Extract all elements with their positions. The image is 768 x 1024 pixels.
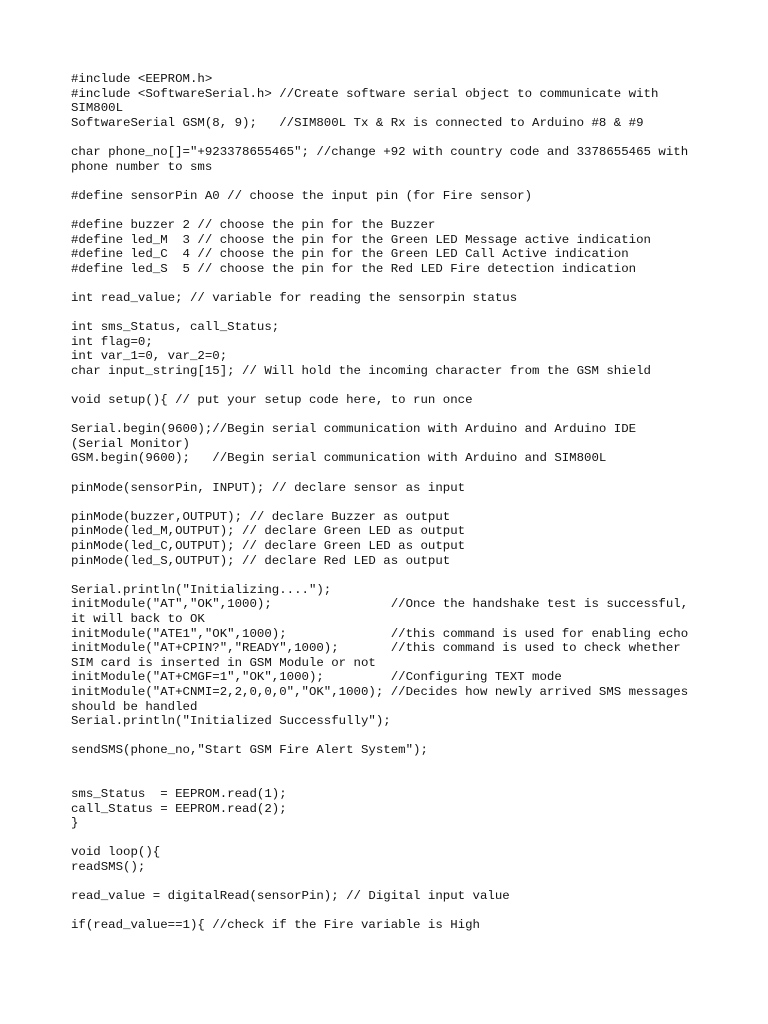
code-line: call_Status = EEPROM.read(2);: [71, 801, 287, 816]
code-line: #define led_M 3 // choose the pin for the Green LED Message active indication: [71, 232, 651, 247]
code-line: #define buzzer 2 // choose the pin for the Buzzer: [71, 217, 436, 232]
code-line: int read_value; // variable for reading the sensorpin status: [71, 290, 518, 305]
code-line: [71, 495, 711, 510]
code-line: sendSMS(phone_no,"Start GSM Fire Alert System");: [71, 743, 428, 758]
code-line: SoftwareSerial GSM(8, 9); //SIM800L Tx & Rx is connected to Arduino #8 & #9: [71, 115, 644, 130]
code-line: sms_Status = EEPROM.read(1);: [71, 787, 287, 802]
code-line: [71, 378, 711, 393]
code-line: int sms_Status, call_Status;: [71, 320, 280, 335]
code-line: [71, 174, 711, 189]
code-line: pinMode(led_C,OUTPUT); // declare Green LED as output: [71, 539, 466, 553]
code-line: phone number to sms: [71, 159, 213, 174]
code-line: #define led_S 5 // choose the pin for the Red LED Fire detection indication: [71, 261, 637, 276]
code-line: [71, 466, 711, 481]
code-line: pinMode(led_M,OUTPUT); // declare Green LED as output: [71, 524, 466, 539]
code-line: pinMode(buzzer,OUTPUT); // declare Buzzer as output: [71, 509, 451, 524]
code-line: #include <EEPROM.h>: [71, 72, 213, 86]
code-line: initModule("AT","OK",1000); //Once the handshake test is successful,: [71, 597, 689, 612]
code-line: it will back to OK: [71, 611, 205, 626]
code-line: initModule("AT+CNMI=2,2,0,0,0","OK",1000); //Decides how newly arrived SMS messages: [71, 684, 689, 699]
code-line: [71, 875, 711, 890]
code-line: GSM.begin(9600); //Begin serial communication with Arduino and SIM800L: [71, 451, 607, 466]
code-line: initModule("AT+CMGF=1","OK",1000); //Configuring TEXT mode: [71, 670, 562, 685]
code-line: #define led_C 4 // choose the pin for the Green LED Call Active indication: [71, 247, 629, 262]
code-line: int var_1=0, var_2=0;: [71, 349, 228, 364]
code-line: [71, 773, 711, 788]
code-line: (Serial Monitor): [71, 436, 190, 451]
code-line: Serial.begin(9600);//Begin serial communication with Arduino and Arduino IDE: [71, 422, 637, 437]
code-line: read_value = digitalRead(sensorPin); // Digital input value: [71, 889, 510, 904]
code-line: readSMS();: [71, 860, 146, 875]
code-line: [71, 729, 711, 744]
code-line: pinMode(sensorPin, INPUT); // declare sensor as input: [71, 480, 466, 495]
code-line: initModule("ATE1","OK",1000); //this command is used for enabling echo: [71, 626, 689, 641]
code-line: if(read_value==1){ //check if the Fire variable is High: [71, 918, 480, 933]
code-line: [71, 276, 711, 291]
code-line: SIM card is inserted in GSM Module or not: [71, 655, 376, 670]
code-line: should be handled: [71, 699, 198, 714]
code-line: [71, 904, 711, 919]
code-line: [71, 203, 711, 218]
code-line: }: [71, 816, 79, 831]
code-line: #define sensorPin A0 // choose the input pin (for Fire sensor): [71, 188, 533, 203]
code-line: void loop(){: [71, 845, 161, 860]
code-line: Serial.println("Initializing....");: [71, 582, 332, 597]
code-line: [71, 758, 711, 773]
code-line: void setup(){ // put your setup code here, to run once: [71, 393, 473, 408]
code-line: initModule("AT+CPIN?","READY",1000); //this command is used to check whether: [71, 641, 681, 656]
code-line: SIM800L: [71, 101, 124, 116]
code-line: [71, 568, 711, 583]
code-line: Serial.println("Initialized Successfully");: [71, 714, 391, 729]
code-line: char phone_no[]="+923378655465"; //change +92 with country code and 3378655465 with: [71, 144, 689, 159]
code-line: char input_string[15]; // Will hold the incoming character from the GSM shield: [71, 363, 651, 378]
code-line: pinMode(led_S,OUTPUT); // declare Red LED as output: [71, 553, 451, 568]
code-line: [71, 408, 711, 423]
code-line: #include <SoftwareSerial.h> //Create software serial object to communicate with: [71, 86, 659, 101]
code-line: int flag=0;: [71, 334, 153, 349]
code-line: [71, 130, 711, 145]
code-line: [71, 306, 711, 321]
code-listing: [71, 72, 711, 933]
code-line: [71, 831, 711, 846]
